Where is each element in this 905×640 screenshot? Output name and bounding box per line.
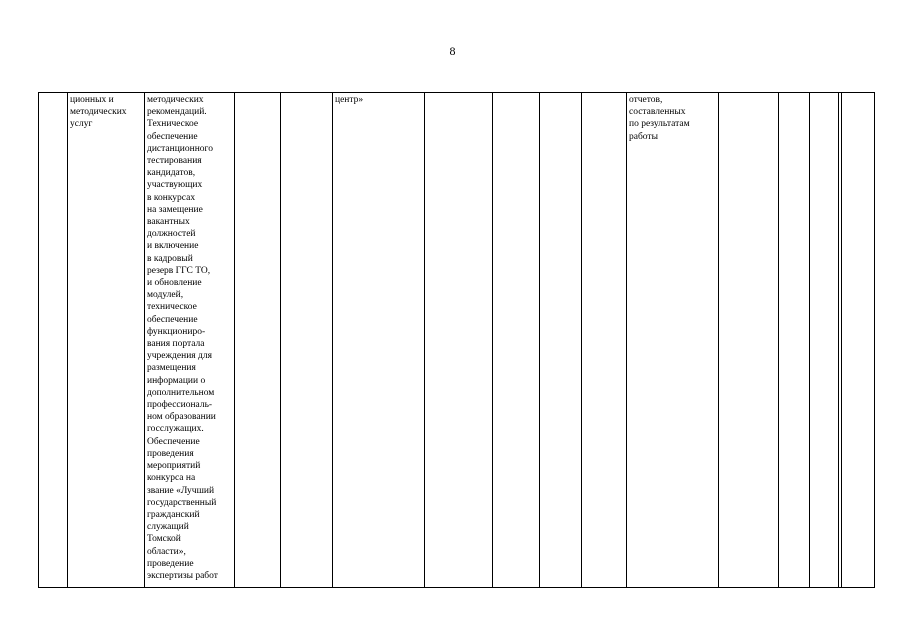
cell-text-line: функциониро- xyxy=(147,326,206,337)
cell-text-line: на замещение xyxy=(147,204,203,215)
cell-text-line: техническое xyxy=(147,302,197,313)
cell-text-line: звание «Лучший xyxy=(147,485,215,496)
cell-text-line: работы xyxy=(629,131,658,142)
cell-text-line: Обеспечение xyxy=(147,436,200,447)
cell-text-line: ционных и xyxy=(70,95,114,105)
table-cell-3 xyxy=(145,93,235,588)
cell-text-line: госслужащих. xyxy=(147,424,204,435)
cell-text-line: конкурса на xyxy=(147,473,196,484)
cell-text-line: дистанционного xyxy=(147,143,213,154)
cell-text-line: экспертизы работ xyxy=(147,570,218,581)
cell-text-line: мероприятий xyxy=(147,461,201,472)
cell-text-line: государственный xyxy=(147,497,217,508)
cell-text-line: Томской xyxy=(147,534,181,545)
table-cell-6 xyxy=(333,93,425,588)
table-cell-12 xyxy=(719,93,779,588)
cell-text-line: дополнительном xyxy=(147,387,215,398)
cell-text-line: области», xyxy=(147,546,186,557)
cell-text-line: проведение xyxy=(147,558,194,569)
cell-text-line: размещения xyxy=(147,363,196,374)
cell-text-line: профессиональ- xyxy=(147,400,213,411)
cell-text-line: должностей xyxy=(147,229,196,240)
page-number: 8 xyxy=(449,44,456,58)
cell-text-line: резерв ГГС ТО, xyxy=(147,265,211,276)
cell-text-line: методических xyxy=(147,95,204,105)
cell-text-line: вания портала xyxy=(147,339,205,350)
table-cell-9 xyxy=(540,93,582,588)
cell-text-line: и включение xyxy=(147,241,199,252)
cell-text-line: в конкурсах xyxy=(147,192,196,203)
cell-text-line: в кадровый xyxy=(147,253,193,264)
cell-text-line: по результатам xyxy=(629,119,690,130)
table-cell-11 xyxy=(627,93,719,588)
table-cell-2 xyxy=(68,93,145,588)
cell-text-line: методических xyxy=(70,107,127,118)
table-row xyxy=(39,93,875,588)
cell-text-line: информации о xyxy=(147,375,206,386)
cell-text-line: участвующих xyxy=(147,180,203,191)
table-cell-7 xyxy=(425,93,493,588)
cell-text-line: проведения xyxy=(147,448,194,459)
cell-text-line: модулей, xyxy=(147,290,184,301)
cell-text-line: и обновление xyxy=(147,278,202,289)
cell-text-line: ном образовании xyxy=(147,412,216,423)
table-cell-1 xyxy=(39,93,68,588)
cell-text-line: гражданский xyxy=(147,509,200,520)
cell-text-line: учреждения для xyxy=(147,351,212,362)
cell-text-line: кандидатов, xyxy=(147,168,196,179)
table-cell-5 xyxy=(281,93,333,588)
table-cell-10 xyxy=(582,93,627,588)
cell-text-line: Техническое xyxy=(147,119,199,130)
document-table xyxy=(38,92,875,588)
cell-text-line: обеспечение xyxy=(147,314,198,325)
table-cell-8 xyxy=(493,93,540,588)
cell-text-line: рекомендаций. xyxy=(147,107,207,118)
table-cell-13 xyxy=(779,93,810,588)
cell-text-line: обеспечение xyxy=(147,131,198,142)
cell-text-line: вакантных xyxy=(147,217,190,228)
table-cell-14 xyxy=(810,93,839,588)
cell-text-line: служащий xyxy=(147,522,189,533)
table-cell-4 xyxy=(235,93,281,588)
cell-text-line: составленных xyxy=(629,107,686,118)
cell-text-line: услуг xyxy=(70,119,93,130)
cell-text-line: отчетов, xyxy=(629,95,663,105)
table-cell-16 xyxy=(842,93,875,588)
cell-text-line: центр» xyxy=(335,95,364,105)
cell-text-line: тестирования xyxy=(147,156,202,167)
